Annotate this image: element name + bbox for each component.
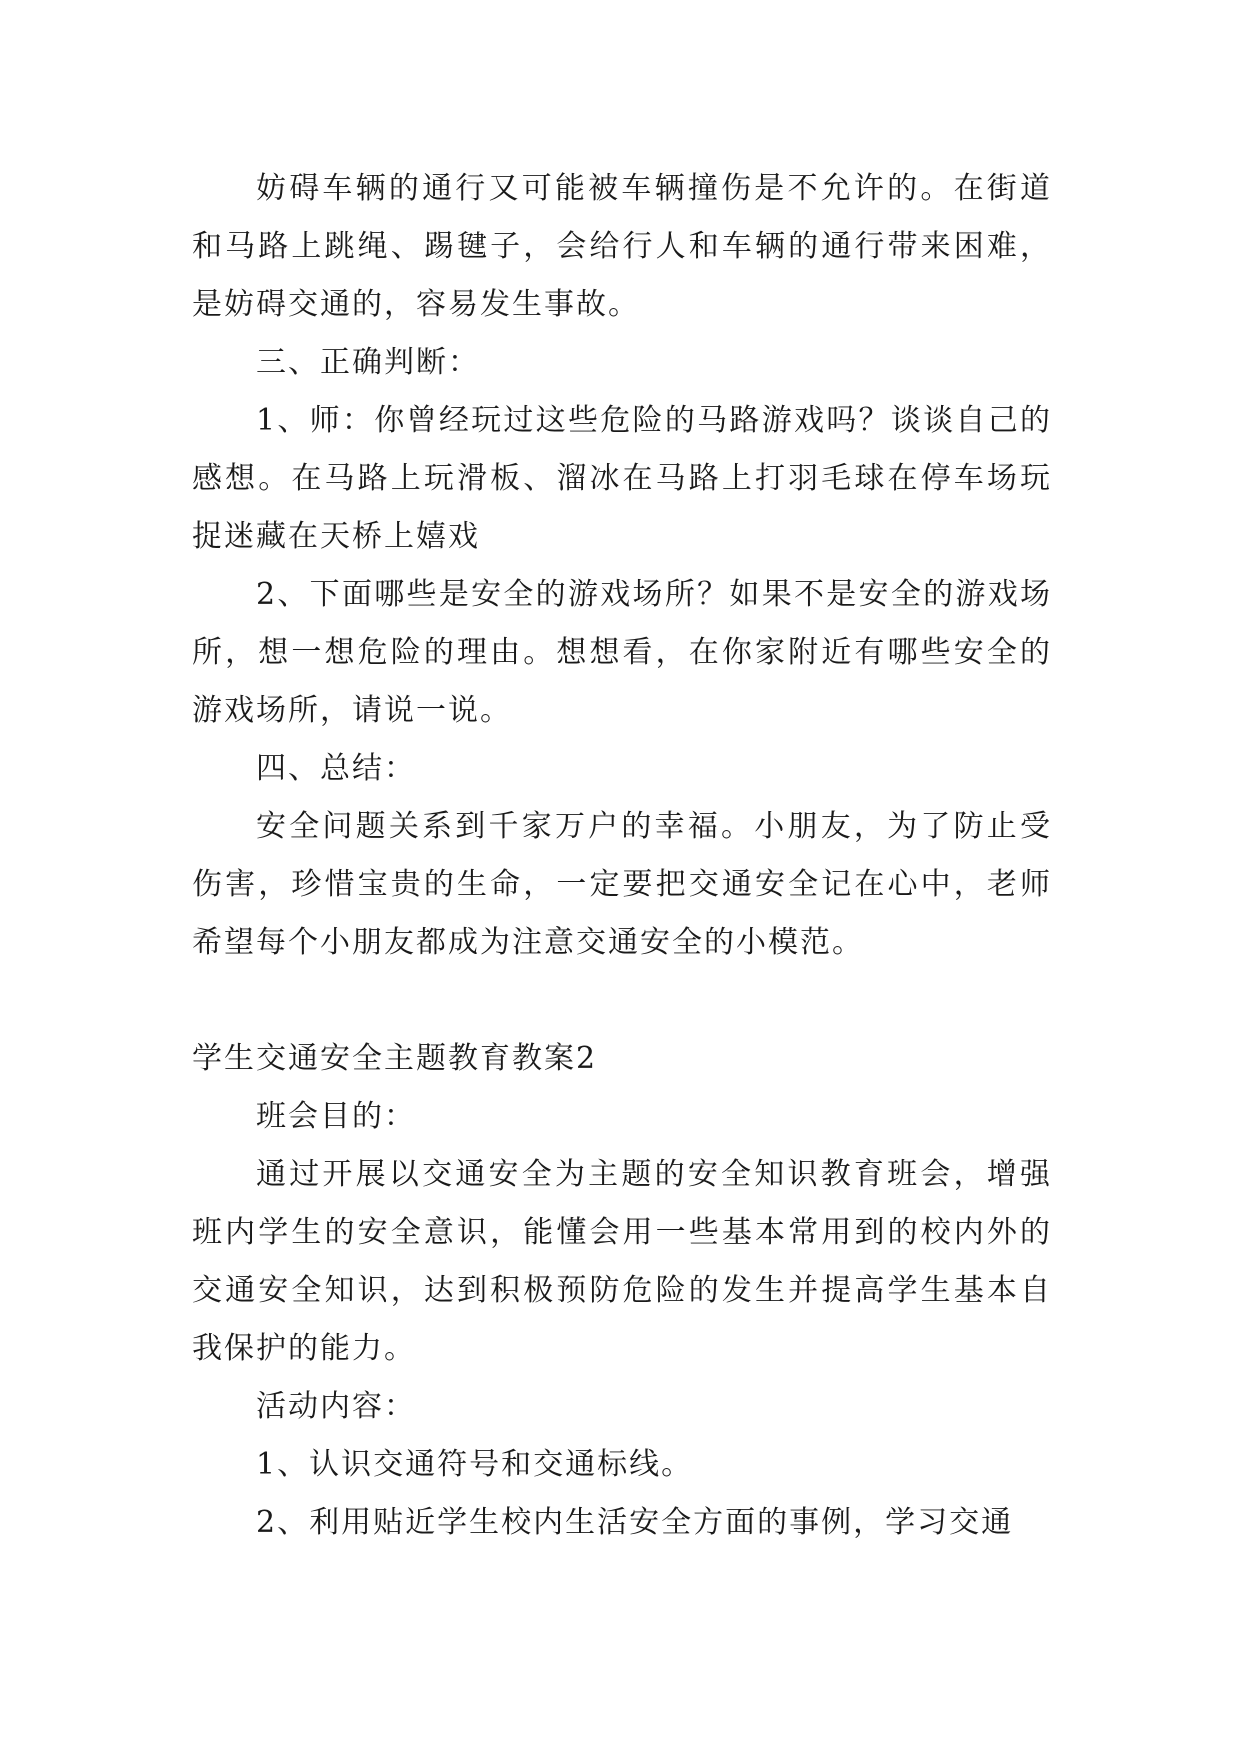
paragraph: 通过开展以交通安全为主题的安全知识教育班会，增强班内学生的安全意识，能懂会用一些基本常用到的校内外的交通安全知识，达到积极预防危险的发生并提高学生基本自我保护的能力。	[192, 1157, 1052, 1366]
paragraph: 安全问题关系到千家万户的幸福。小朋友，为了防止受伤害，珍惜宝贵的生命，一定要把交通安全记在心中，老师希望每个小朋友都成为注意交通安全的小模范。	[192, 809, 1052, 960]
list-item: 1、认识交通符号和交通标线。	[256, 1447, 694, 1482]
section-heading-purpose: 班会目的：	[256, 1099, 416, 1134]
section-heading-judgement: 三、正确判断：	[256, 345, 480, 380]
section-spacer	[192, 972, 1052, 1030]
paragraph: 2、下面哪些是安全的游戏场所？如果不是安全的游戏场所，想一想危险的理由。想想看，在你家附近有哪些安全的游戏场所，请说一说。	[192, 577, 1052, 728]
list-item: 2、利用贴近学生校内生活安全方面的事例，学习交通	[256, 1505, 1014, 1540]
paragraph: 妨碍车辆的通行又可能被车辆撞伤是不允许的。在街道和马路上跳绳、踢毽子，会给行人和车辆的通行带来困难，是妨碍交通的，容易发生事故。	[192, 171, 1052, 322]
document-section-title: 学生交通安全主题教育教案2	[192, 1041, 598, 1076]
section-heading-summary: 四、总结：	[256, 751, 416, 786]
section-heading-activities: 活动内容：	[256, 1389, 416, 1424]
paragraph: 1、师：你曾经玩过这些危险的马路游戏吗？谈谈自己的感想。在马路上玩滑板、溜冰在马路上打羽毛球在停车场玩捉迷藏在天桥上嬉戏	[192, 403, 1052, 554]
document-body	[192, 160, 1052, 1552]
